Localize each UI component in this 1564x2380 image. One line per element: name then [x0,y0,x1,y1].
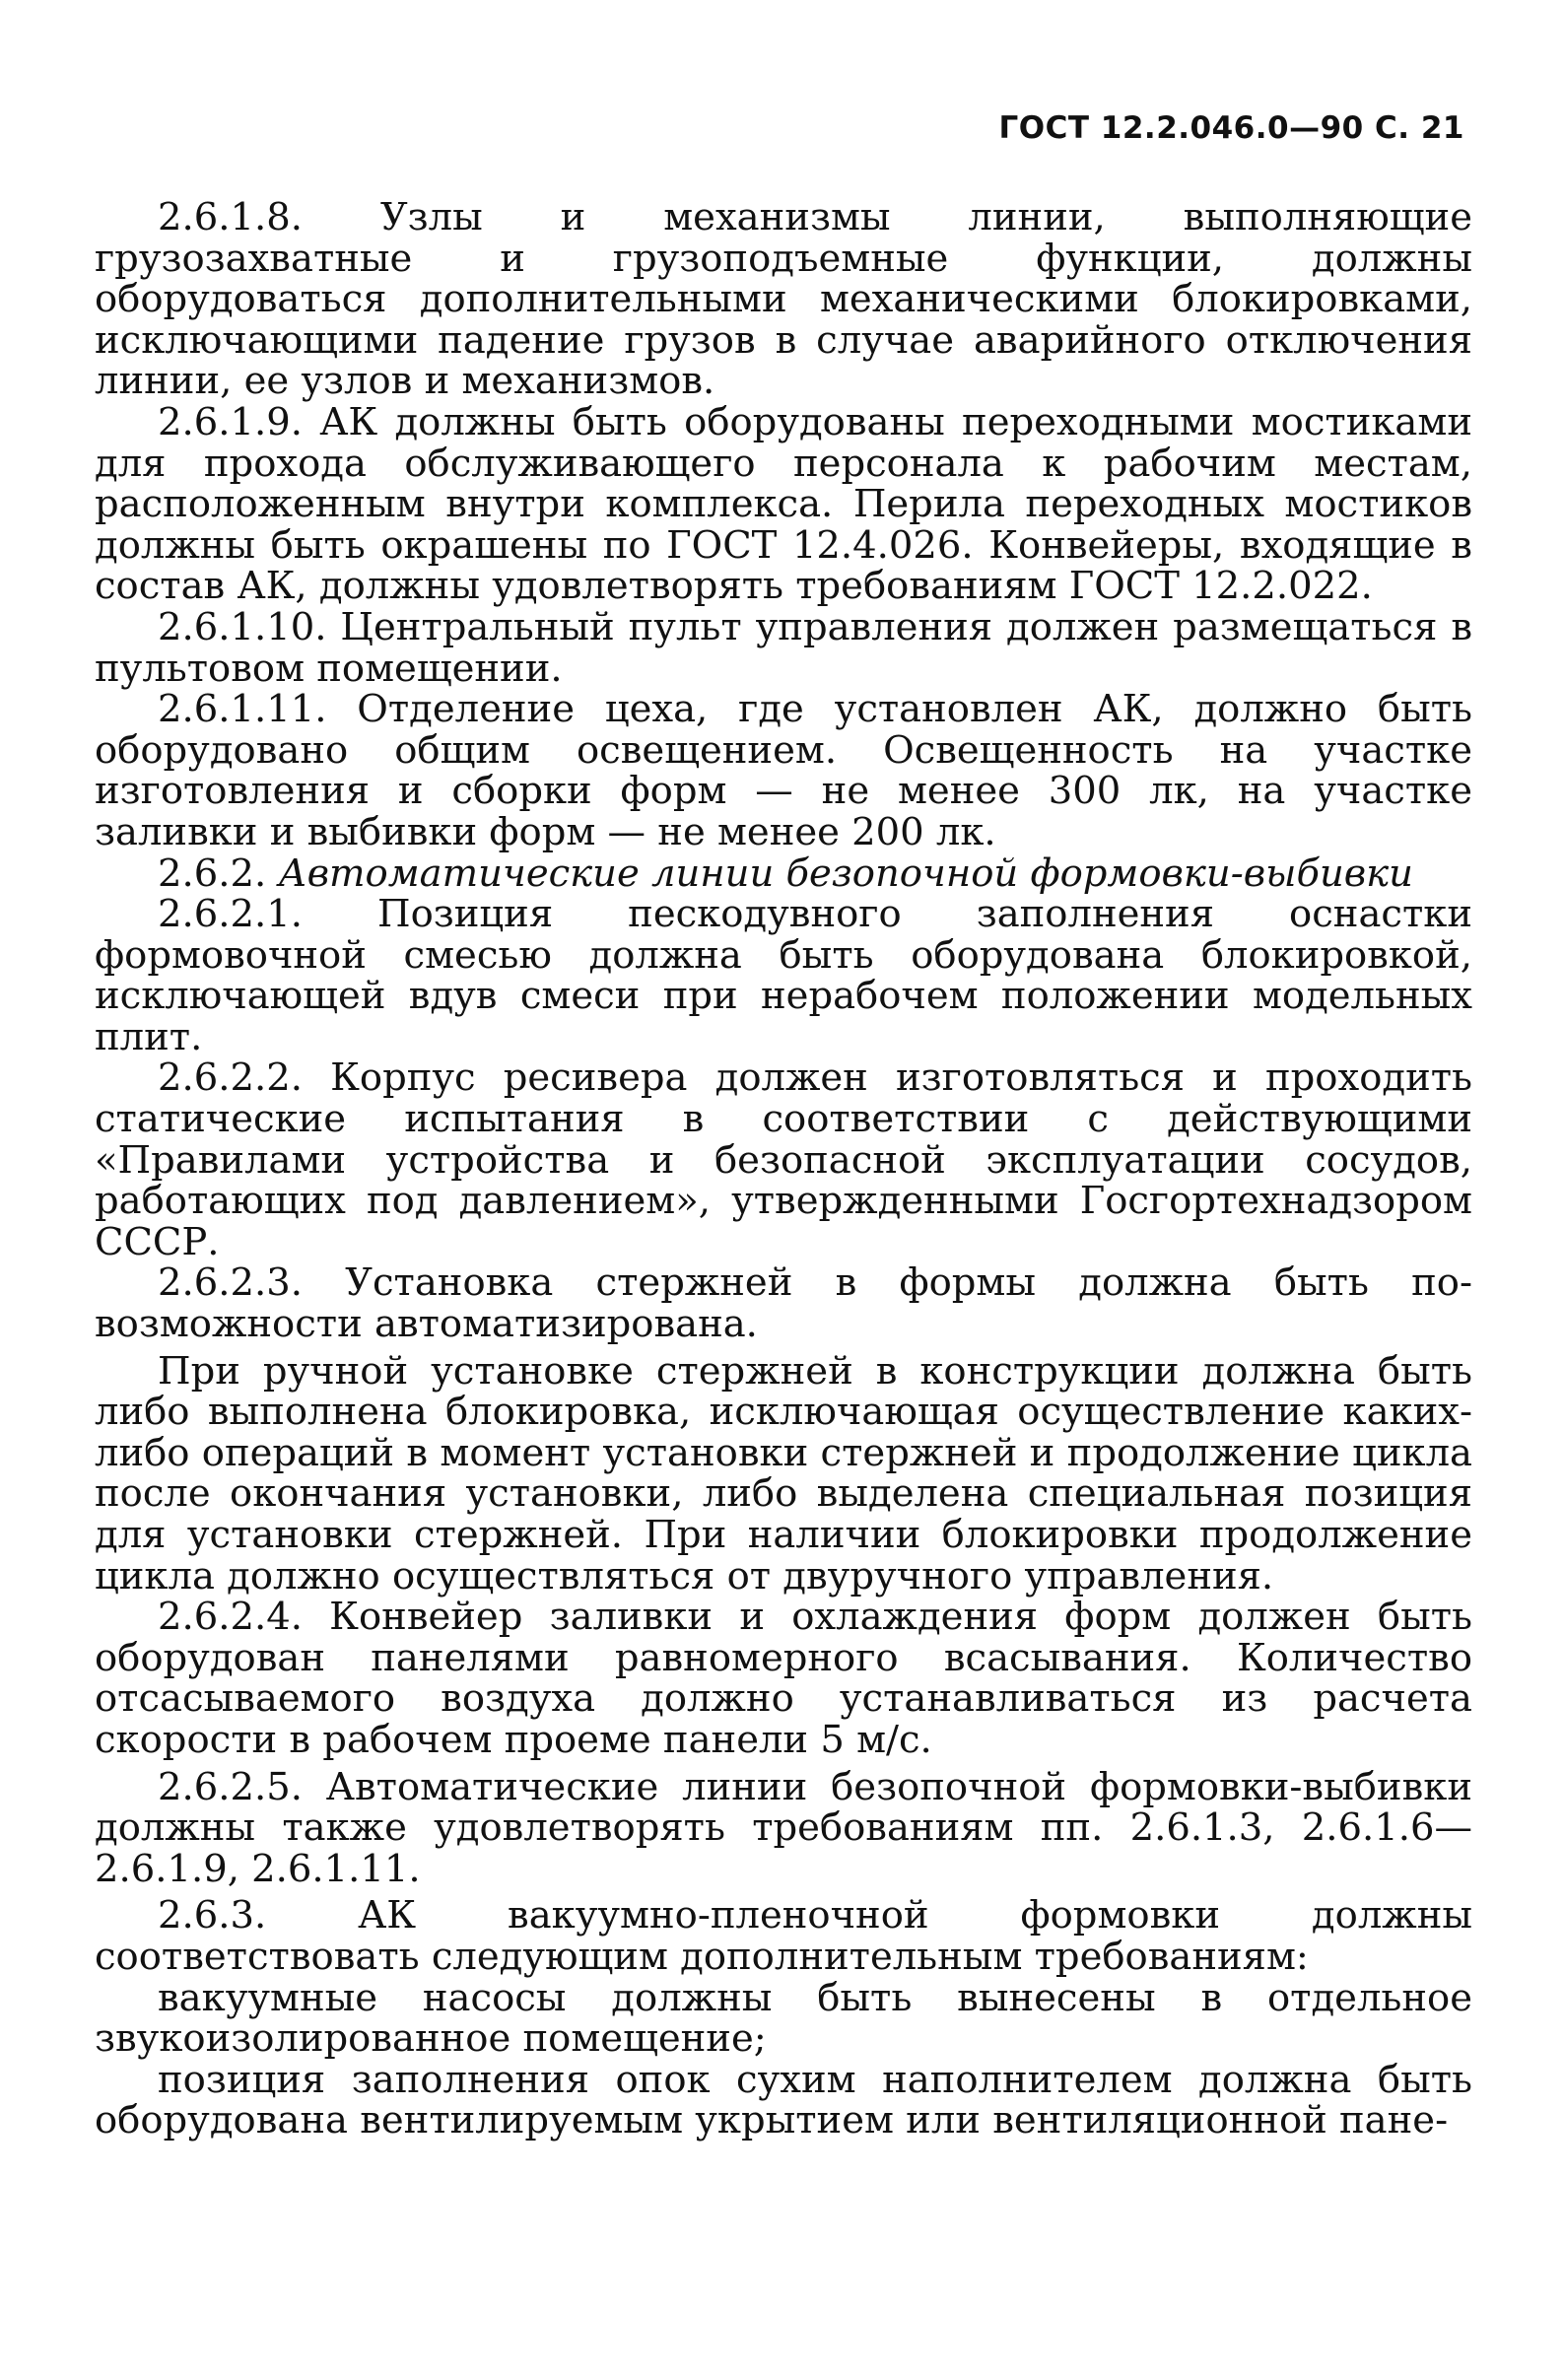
paragraph-2-6-1-8: 2.6.1.8. Узлы и механизмы линии, выполняющие грузозахватные и грузоподъемные функции, должны оборудоваться дополнительными механическими блокировками, исключающими падение грузов в случае аварийного отключения линии, ее узлов и механизмов. [95,195,1472,404]
paragraph-2-6-2-3: 2.6.2.3. Установка стержней в формы должна быть по-возможности автоматизирована. [95,1260,1472,1347]
paragraph-flask-filling: позиция заполнения опок сухим наполнителем должна быть оборудована вентилируемым укрытием или вентиляционной пане- [95,2057,1472,2143]
paragraph-2-6-1-10: 2.6.1.10. Центральный пульт управления должен размещаться в пультовом помещении. [95,604,1472,691]
paragraph-2-6-1-11: 2.6.1.11. Отделение цеха, где установлен АК, должно быть оборудовано общим освещением. Освещенность на участке изготовления и сборки форм — не менее 300 лк, на участке заливки и выбивки форм — не менее 200 лк. [95,687,1472,854]
page-header: ГОСТ 12.2.046.0—90 С. 21 [998,110,1464,146]
paragraph-manual-installation: При ручной установке стержней в конструкции должна быть либо выполнена блокировка, исключающая осуществление каких-либо операций в момент установки стержней и продолжение цикла после окончания установки, либо выделена специальная позиция для установки стержней. При наличии блокировки продолжение цикла должно осуществляться от двуручного управления. [95,1348,1472,1598]
paragraph-2-6-3: 2.6.3. АК вакуумно-пленочной формовки должны соответствовать следующим дополнительным требованиям: [95,1893,1472,1979]
paragraph-2-6-2-2: 2.6.2.2. Корпус ресивера должен изготовляться и проходить статические испытания в соответствии с действующими «Правилами устройства и безопасной эксплуатации сосудов, работающих под давлением», утвержденными Госгортехнадзором СССР. [95,1055,1472,1264]
paragraph-2-6-2-4: 2.6.2.4. Конвейер заливки и охлаждения форм должен быть оборудован панелями равномерного всасывания. Количество отсасываемого воздуха должно устанавливаться из расчета скорости в рабочем проеме панели 5 м/с. [95,1595,1472,1762]
document-body [95,197,1472,2142]
paragraph-vacuum-pumps: вакуумные насосы должны быть вынесены в отдельное звукоизолированное помещение; [95,1975,1472,2062]
paragraph-2-6-1-9: 2.6.1.9. АК должны быть оборудованы переходными мостиками для прохода обслуживающего персонала к рабочим местам, расположенным внутри комплекса. Перила переходных мостиков должны быть окрашены по ГОСТ 12.4.026. Конвейеры, входящие в состав АК, должны удовлетворять требованиям ГОСТ 12.2.022. [95,399,1472,609]
paragraph-2-6-2-1: 2.6.2.1. Позиция пескодувного заполнения оснастки формовочной смесью должна быть оборудована блокировкой, исключающей вдув смеси при нерабочем положении модельных плит. [95,892,1472,1059]
section-number: 2.6.2. [158,850,267,896]
paragraph-2-6-2-5: 2.6.2.5. Автоматические линии безопочной формовки-выбивки должны также удовлетворять требованиям пп. 2.6.1.3, 2.6.1.6—2.6.1.9, 2.6.1.11. [95,1764,1472,1891]
section-title: Автоматические линии безопочной формовки-выбивки [278,850,1413,896]
section-heading-2-6-2 [95,850,1472,896]
